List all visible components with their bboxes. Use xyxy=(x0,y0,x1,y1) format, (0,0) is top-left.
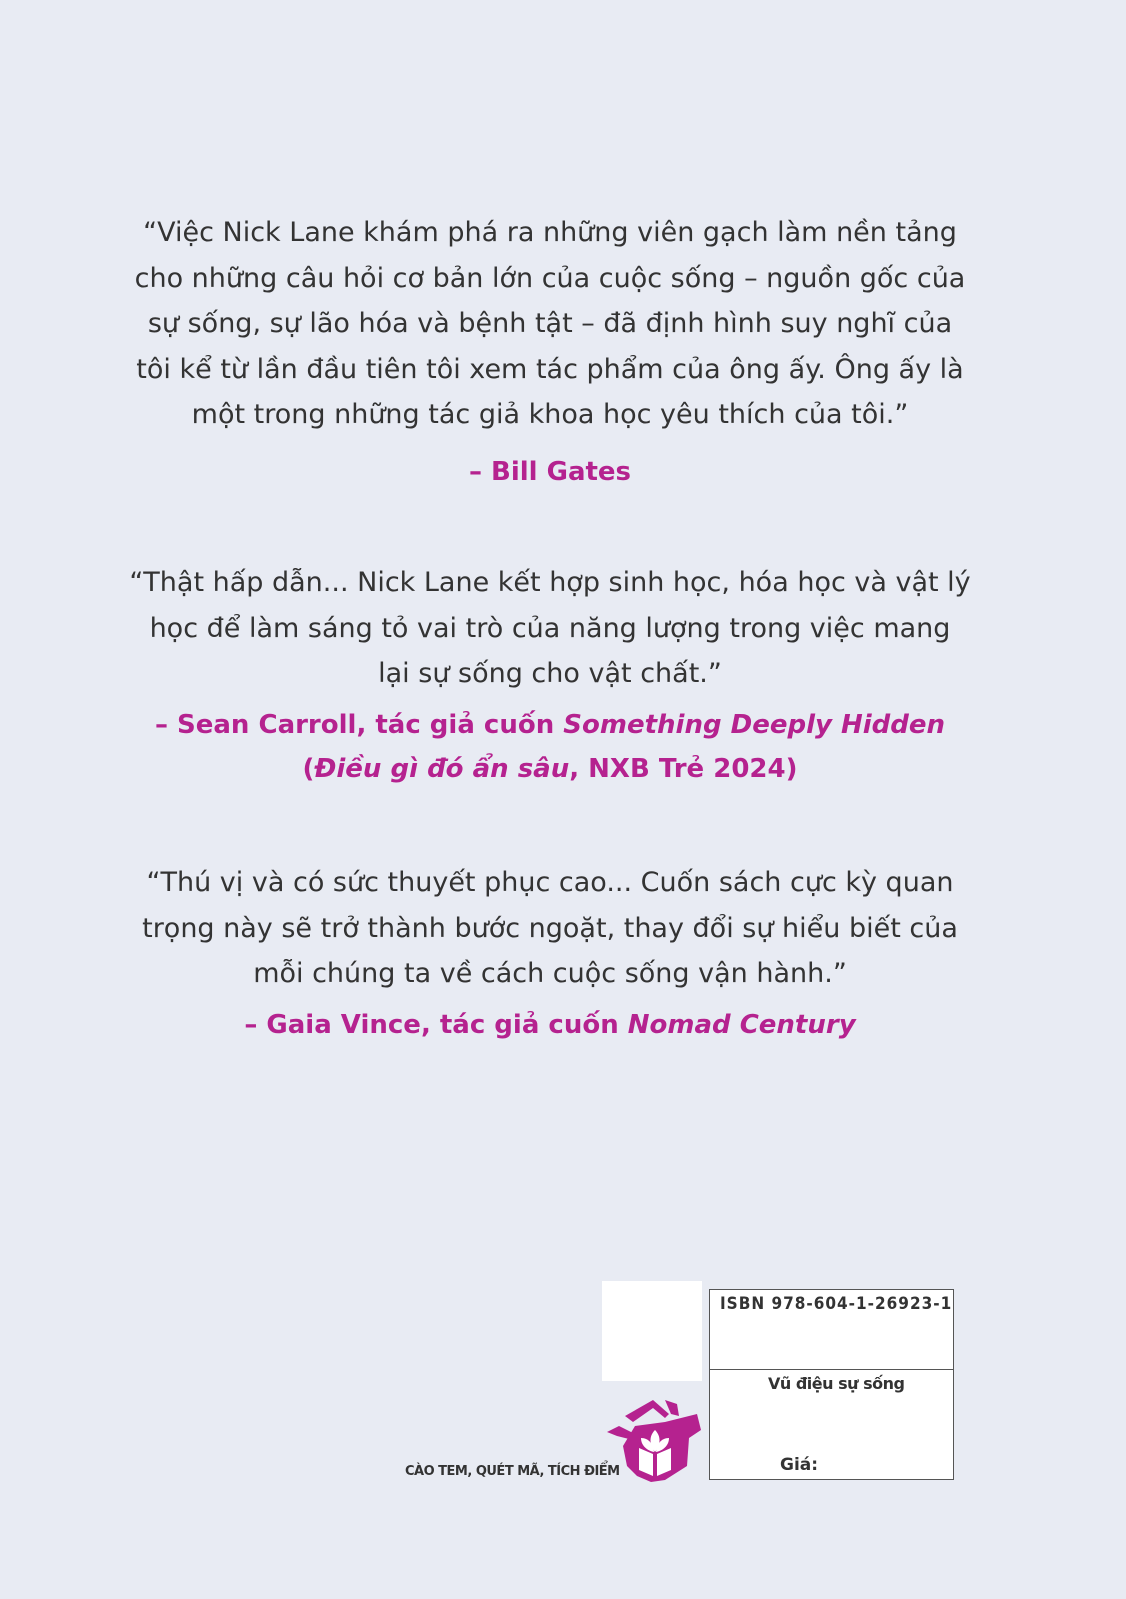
quote-line: “Thú vị và có sức thuyết phục cao... Cuốn sách cực kỳ quan xyxy=(146,867,954,898)
quote-text xyxy=(120,210,980,438)
publisher-logo-icon xyxy=(605,1396,705,1486)
quote-line: lại sự sống cho vật chất.” xyxy=(378,658,722,689)
attribution-author: – Gaia Vince, tác giả cuốn xyxy=(244,1009,628,1040)
quote-line: học để làm sáng tỏ vai trò của năng lượng trong việc mang xyxy=(149,612,951,644)
attribution-vn-book: Điều gì đó ẩn sâu xyxy=(314,753,570,784)
quote-line: “Thật hấp dẫn... Nick Lane kết hợp sinh học, hóa học và vật lý xyxy=(129,567,971,598)
quote-bill-gates xyxy=(120,210,980,494)
quote-sean-carroll xyxy=(120,560,980,791)
book-title: Vũ điệu sự sống xyxy=(768,1374,905,1393)
slogan-text: CÀO TEM, QUÉT MÃ, TÍCH ĐIỂM xyxy=(405,1464,620,1479)
quote-attribution xyxy=(120,1003,980,1047)
attribution-open: ( xyxy=(302,753,315,784)
attribution-publisher: , NXB Trẻ 2024) xyxy=(569,753,798,784)
isbn-barcode-box xyxy=(709,1289,954,1480)
scratch-stamp-area xyxy=(602,1281,702,1381)
quote-line: “Việc Nick Lane khám phá ra những viên gạch làm nền tảng xyxy=(143,217,957,248)
quote-attribution xyxy=(120,703,980,791)
attribution-author: – Sean Carroll, tác giả cuốn xyxy=(154,709,564,740)
attribution-book: Nomad Century xyxy=(627,1009,856,1040)
price-label: Giá: xyxy=(780,1455,819,1475)
quote-line: trọng này sẽ trở thành bước ngoặt, thay đổi sự hiểu biết của xyxy=(142,912,958,944)
barcode-divider xyxy=(710,1369,953,1370)
quote-line: sự sống, sự lão hóa và bệnh tật – đã định hình suy nghĩ của xyxy=(147,308,953,339)
quote-line: cho những câu hỏi cơ bản lớn của cuộc sống – nguồn gốc của xyxy=(134,262,966,294)
quote-attribution: – Bill Gates xyxy=(468,456,632,487)
quote-line: một trong những tác giả khoa học yêu thích của tôi.” xyxy=(191,399,909,430)
attribution-book: Something Deeply Hidden xyxy=(563,709,946,740)
quote-text xyxy=(120,860,980,997)
quote-line: tôi kể từ lần đầu tiên tôi xem tác phẩm của ông ấy. Ông ấy là xyxy=(136,353,964,385)
quote-line: mỗi chúng ta về cách cuộc sống vận hành.” xyxy=(253,958,847,989)
isbn-number: ISBN 978-604-1-26923-1 xyxy=(720,1294,953,1314)
quote-text xyxy=(120,560,980,697)
quote-gaia-vince xyxy=(120,860,980,1047)
